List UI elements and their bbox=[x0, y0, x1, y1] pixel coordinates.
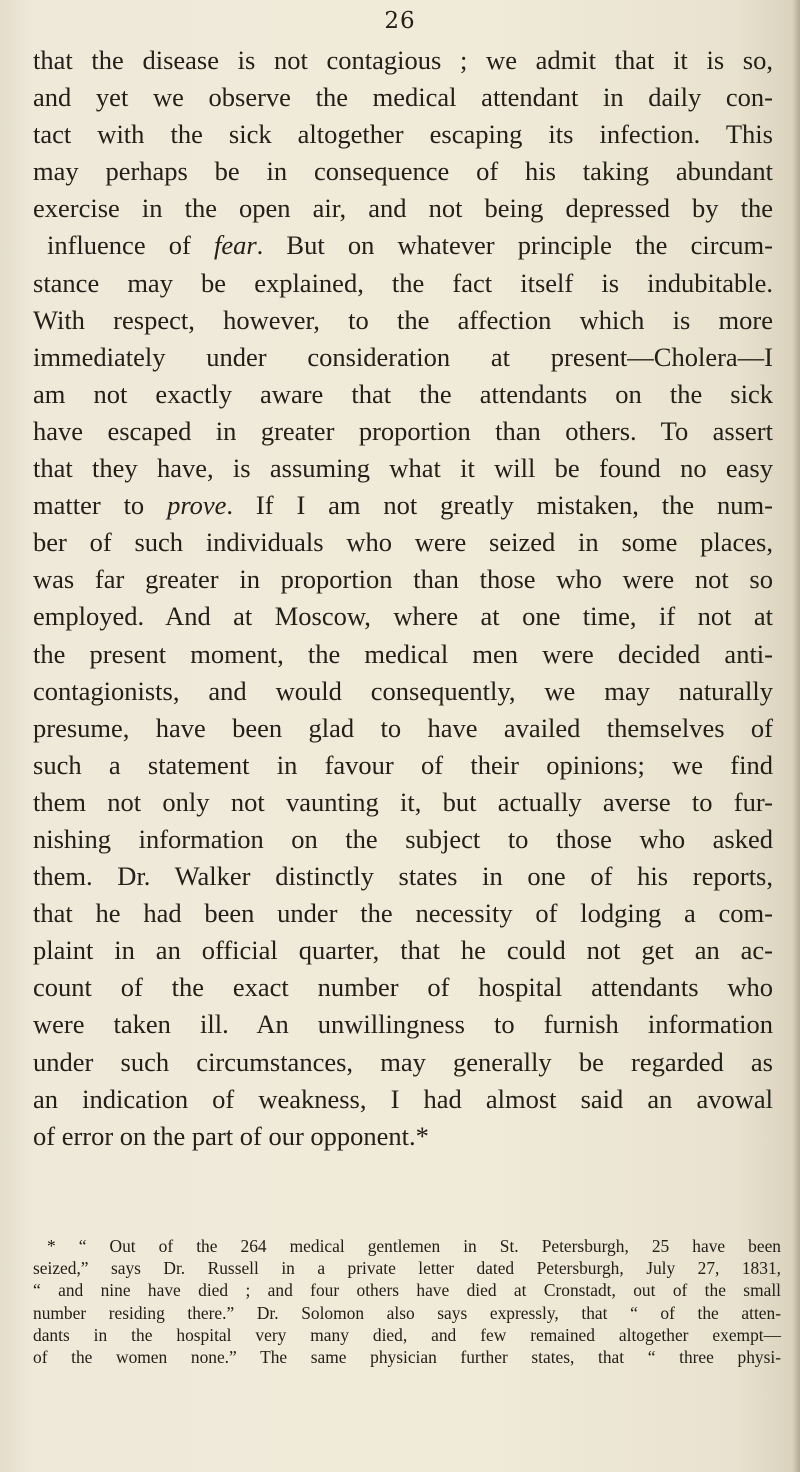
text-line: under such circumstances, may generally be regarded as bbox=[33, 1046, 773, 1077]
text-line: plaint in an official quarter, that he could not get an ac- bbox=[33, 935, 773, 966]
text-line: and yet we observe the medical attendant in daily con- bbox=[33, 82, 773, 113]
text-line: employed. And at Moscow, where at one time, if not at bbox=[33, 601, 773, 632]
text-line: the present moment, the medical men were decided anti- bbox=[33, 638, 773, 669]
italic-word: fear bbox=[213, 230, 257, 261]
text-line: an indication of weakness, I had almost said an avowal bbox=[33, 1083, 773, 1114]
text-line: may perhaps be in consequence of his taking abundant bbox=[33, 156, 773, 187]
text-line bbox=[33, 227, 773, 264]
text-line: that he had been under the necessity of lodging a com- bbox=[33, 898, 773, 929]
text-line bbox=[33, 487, 773, 524]
text-line: that the disease is not contagious ; we admit that it is so, bbox=[33, 45, 773, 75]
text-line: of error on the part of our opponent.* bbox=[33, 1120, 429, 1151]
text-line: immediately under consideration at present—Cholera—I bbox=[33, 341, 773, 372]
footnote-line: * “ Out of the 264 medical gentlemen in St. Petersburgh, 25 have been bbox=[47, 1236, 781, 1256]
italic-word: prove bbox=[167, 490, 227, 521]
text-line: stance may be explained, the fact itself is indubitable. bbox=[33, 267, 773, 298]
footnote-line: seized,” says Dr. Russell in a private letter dated Petersburgh, July 27, 1831, bbox=[33, 1258, 781, 1279]
footnote-line: number residing there.” Dr. Solomon also says expressly, that “ of the atten- bbox=[33, 1302, 781, 1323]
text-line: were taken ill. An unwillingness to furnish information bbox=[33, 1009, 773, 1040]
text-line: am not exactly aware that the attendants on the sick bbox=[33, 378, 773, 409]
footnote-line: dants in the hospital very many died, and few remained altogether exempt— bbox=[33, 1324, 781, 1345]
text-line: count of the exact number of hospital attendants who bbox=[33, 972, 773, 1003]
text-segment: influence of bbox=[47, 230, 214, 261]
body-text bbox=[33, 42, 773, 1155]
text-line: nishing information on the subject to those who asked bbox=[33, 823, 773, 854]
text-line: have escaped in greater proportion than others. To assert bbox=[33, 415, 773, 446]
text-line: that they have, is assuming what it will be found no easy bbox=[33, 453, 773, 484]
text-segment: matter to bbox=[33, 490, 168, 521]
text-line: presume, have been glad to have availed themselves of bbox=[33, 712, 773, 743]
text-line: tact with the sick altogether escaping its infection. This bbox=[33, 119, 773, 150]
text-line: them not only not vaunting it, but actually averse to fur- bbox=[33, 786, 773, 817]
footnote-line: of the women none.” The same physician further states, that “ three physi- bbox=[33, 1347, 781, 1368]
footnote-line: “ and nine have died ; and four others have died at Cronstadt, out of the small bbox=[33, 1280, 781, 1301]
footnote bbox=[33, 1235, 781, 1368]
text-line: was far greater in proportion than those who were not so bbox=[33, 564, 773, 595]
text-line: such a statement in favour of their opinions; we find bbox=[33, 749, 773, 780]
text-line: With respect, however, to the affection which is more bbox=[33, 304, 773, 335]
page-number: 26 bbox=[384, 8, 416, 34]
text-segment: . But on whatever principle the circum- bbox=[256, 230, 773, 261]
text-line: them. Dr. Walker distinctly states in one of his reports, bbox=[33, 861, 773, 892]
text-line: ber of such individuals who were seized in some places, bbox=[33, 527, 773, 558]
text-segment: . If I am not greatly mistaken, the num- bbox=[226, 490, 773, 521]
page-edge-shadow bbox=[792, 0, 800, 1472]
text-line: exercise in the open air, and not being depressed by the bbox=[33, 193, 773, 224]
text-line: contagionists, and would consequently, we may naturally bbox=[33, 675, 773, 706]
